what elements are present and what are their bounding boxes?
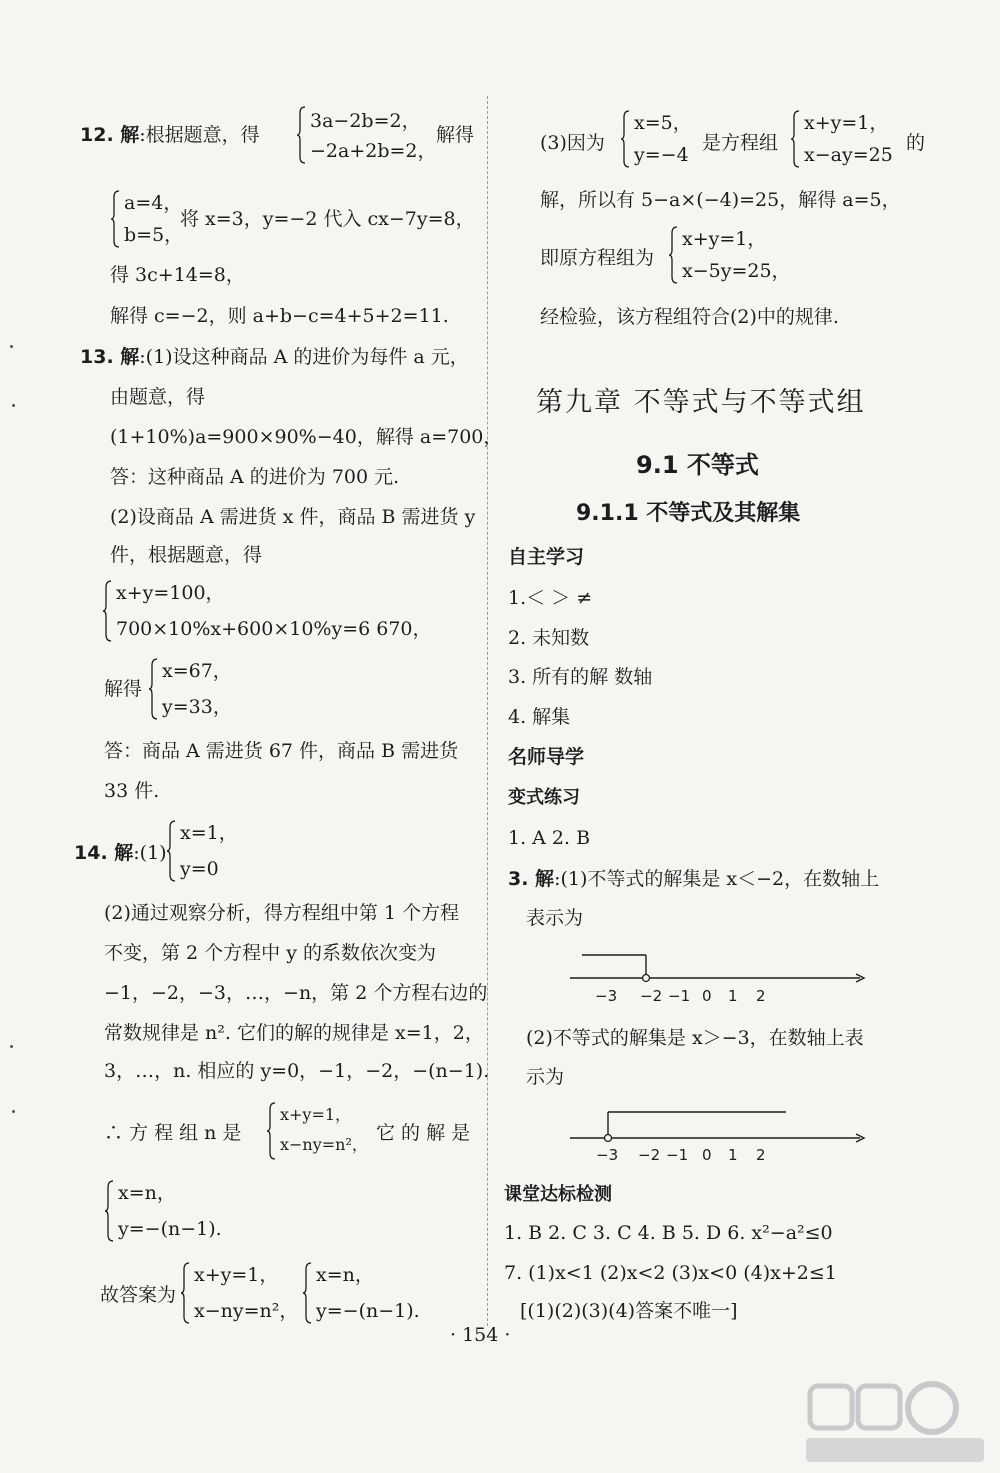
q13-label: 13. 解: [80, 346, 140, 368]
tick-label: 1: [728, 1146, 738, 1164]
heading-mingshi: 名师导学: [508, 746, 585, 768]
q14-label: 14. 解: [74, 842, 134, 864]
q13-line8: 33 件.: [104, 780, 160, 802]
bianshi-q3-line3: (2)不等式的解集是 x＞−3，在数轴上表: [526, 1027, 864, 1049]
q14-system3: [104, 1180, 264, 1242]
q12-sys1-eq1: 3a−2b=2，: [310, 110, 421, 132]
q14-sys1-eq1: x=1，: [180, 822, 238, 844]
brace-icon: [166, 820, 176, 882]
q13-line2: 由题意，得: [110, 386, 206, 408]
tick-label: 2: [756, 1146, 766, 1164]
q14-sys3-eq1: x=n，: [118, 1182, 176, 1204]
q14-3-line1c: 的: [906, 132, 926, 154]
q14-3-line1b: 是方程组: [702, 132, 779, 154]
q14-system2: [266, 1102, 366, 1160]
brace-icon: [110, 190, 120, 248]
q14-3-line1a: (3)因为: [540, 132, 605, 154]
tick-label: −1: [668, 987, 691, 1005]
q13-line7: 答：商品 A 需进货 67 件，商品 B 需进货: [104, 740, 459, 762]
chapter-title: 第九章 不等式与不等式组: [536, 387, 866, 418]
scan-speck: [10, 345, 13, 348]
number-line-2: [560, 1104, 870, 1166]
q13-jiede: 解得: [104, 678, 143, 700]
q14-p1: :(1): [133, 842, 167, 864]
q12-label: 12. 解: [80, 124, 140, 146]
q14-line-c: −1，−2，−3，…，−n，第 2 个方程右边的: [104, 982, 488, 1004]
q13-system1: [102, 580, 462, 642]
q14-sys2-eq2: x−ny=n²，: [280, 1135, 368, 1154]
q14-line-g: 它 的 解 是: [376, 1122, 471, 1144]
q13-sys2-eq2: y=33，: [162, 696, 232, 718]
bianshi-q3-line2: 表示为: [526, 907, 584, 929]
q14-line-f: ∴ 方 程 组 n 是: [104, 1122, 242, 1144]
bianshi-q3-line4: 示为: [526, 1066, 565, 1088]
tick-label: −3: [595, 987, 618, 1005]
page-number: · 154 ·: [450, 1324, 511, 1346]
zizhu-item1: 1.＜ ＞ ≠: [508, 587, 593, 609]
zizhu-item3: 3. 所有的解 数轴: [508, 666, 653, 688]
q14-3-system3: [668, 226, 808, 284]
q13-line4: 答：这种商品 A 的进价为 700 元.: [110, 466, 400, 488]
bianshi-q3-line1: [508, 866, 879, 892]
zizhu-item2: 2. 未知数: [508, 627, 590, 649]
brace-icon: [668, 226, 678, 284]
brace-icon: [180, 1262, 190, 1324]
section-title: 9.1 不等式: [636, 451, 759, 479]
q14-sys2-eq1: x+y=1，: [280, 1105, 352, 1124]
tick-label: 2: [756, 987, 766, 1005]
brace-icon: [148, 658, 158, 720]
q14-line-a: (2)通过观察分析，得方程组中第 1 个方程: [104, 902, 460, 924]
watermark-logo: [800, 1378, 990, 1468]
bianshi-q3-l1: :(1)不等式的解集是 x＜−2，在数轴上: [554, 868, 880, 890]
q14-line-e: 3，…，n. 相应的 y=0，−1，−2，−(n−1).: [104, 1060, 490, 1082]
brace-icon: [102, 580, 112, 642]
q14-sys5-eq2: y=−(n−1).: [316, 1300, 420, 1322]
q14-line1: [74, 840, 167, 866]
q12-intro: :根据题意，得: [139, 124, 260, 146]
q14-3-sys3-eq1: x+y=1，: [682, 228, 767, 250]
q12-sys2-eq1: a=4，: [124, 192, 183, 214]
brace-icon: [296, 106, 306, 164]
q13-sys1-eq2: 700×10%x+600×10%y=6 670，: [116, 618, 432, 640]
number-line-1: [560, 945, 870, 1007]
tick-label: −1: [666, 1146, 689, 1164]
q13-line6: 件，根据题意，得: [110, 544, 263, 566]
q13-line5: (2)设商品 A 需进货 x 件，商品 B 需进货 y: [110, 506, 476, 528]
heading-zizhu: 自主学习: [508, 546, 585, 568]
q14-system5: [302, 1262, 452, 1324]
heading-ketang: 课堂达标检测: [504, 1184, 612, 1205]
q12-jiede: 解得: [436, 124, 475, 146]
q12-system2: [110, 190, 184, 248]
q12-sys1-eq2: −2a+2b=2，: [310, 140, 437, 162]
tick-label: 1: [728, 987, 738, 1005]
q13-sys2-eq1: x=67，: [162, 660, 232, 682]
q12-substitute: 将 x=3，y=−2 代入 cx−7y=8，: [180, 208, 475, 230]
q14-sys1-eq2: y=0: [180, 858, 219, 880]
column-divider: [487, 96, 488, 1326]
zizhu-item4: 4. 解集: [508, 706, 571, 728]
scan-speck: [10, 1045, 13, 1048]
q12-system1: [296, 106, 446, 164]
q14-3-sys1-eq1: x=5，: [634, 112, 692, 134]
q13-l1: :(1)设这种商品 A 的进价为每件 a 元，: [139, 346, 469, 368]
q13-system2: [148, 658, 248, 720]
q14-3-system2: [790, 110, 910, 168]
bianshi-q3-label: 3. 解: [508, 868, 555, 890]
q14-system1: [166, 820, 266, 882]
ketang-item-7-note: [(1)(2)(3)(4)答案不唯一]: [520, 1300, 738, 1322]
q14-sys3-eq2: y=−(n−1).: [118, 1218, 222, 1240]
q13-sys1-eq1: x+y=100，: [116, 582, 225, 604]
q14-3-system1: [620, 110, 710, 168]
scan-speck: [12, 404, 15, 407]
q13-line1: [80, 344, 469, 370]
ketang-item-7: 7. (1)x<1 (2)x<2 (3)x<0 (4)x+2≤1: [504, 1262, 837, 1284]
tick-label: −3: [596, 1146, 619, 1164]
q14-3-line4: 经检验，该方程组符合(2)中的规律.: [540, 306, 839, 328]
bianshi-items-1-2: 1. A 2. B: [508, 827, 591, 849]
q12-sys2-eq2: b=5，: [124, 224, 184, 246]
brace-icon: [104, 1180, 114, 1242]
brace-icon: [266, 1102, 276, 1160]
brace-icon: [302, 1262, 312, 1324]
q14-3-line2: 解，所以有 5−a×(−4)=25，解得 a=5，: [540, 189, 901, 211]
scan-speck: [12, 1110, 15, 1113]
q14-answer-label: 故答案为: [100, 1284, 177, 1306]
subsection-title: 9.1.1 不等式及其解集: [576, 501, 801, 526]
q13-line3: (1+10%)a=900×90%−40，解得 a=700，: [110, 426, 503, 448]
brace-icon: [790, 110, 800, 168]
tick-label: 0: [702, 987, 712, 1005]
q14-system4: [180, 1262, 305, 1324]
axis-2-ticks: [596, 1146, 766, 1164]
q14-3-sys2-eq2: x−ay=25: [804, 144, 893, 166]
tick-label: −2: [638, 1146, 661, 1164]
axis-1-ticks: [595, 987, 766, 1005]
brace-icon: [620, 110, 630, 168]
q14-3-sys3-eq2: x−5y=25，: [682, 260, 791, 282]
heading-bianshi: 变式练习: [508, 787, 580, 808]
tick-label: −2: [640, 987, 663, 1005]
q14-sys4-eq1: x+y=1，: [194, 1264, 279, 1286]
q12-line4: 解得 c=−2，则 a+b−c=4+5+2=11.: [110, 305, 449, 327]
q14-sys4-eq2: x−ny=n²，: [194, 1300, 299, 1322]
q14-3-sys1-eq2: y=−4: [634, 144, 689, 166]
q14-line-d: 常数规律是 n². 它们的解的规律是 x=1，2，: [104, 1022, 484, 1044]
q14-line-b: 不变，第 2 个方程中 y 的系数依次变为: [104, 942, 436, 964]
q12-line1: [80, 122, 260, 148]
tick-label: 0: [702, 1146, 712, 1164]
ketang-items-1-6: 1. B 2. C 3. C 4. B 5. D 6. x²−a²≤0: [504, 1222, 833, 1244]
q14-3-sys2-eq1: x+y=1，: [804, 112, 889, 134]
q12-line3: 得 3c+14=8，: [110, 264, 245, 286]
q14-3-line3: 即原方程组为: [540, 247, 655, 269]
q14-sys5-eq1: x=n，: [316, 1264, 374, 1286]
